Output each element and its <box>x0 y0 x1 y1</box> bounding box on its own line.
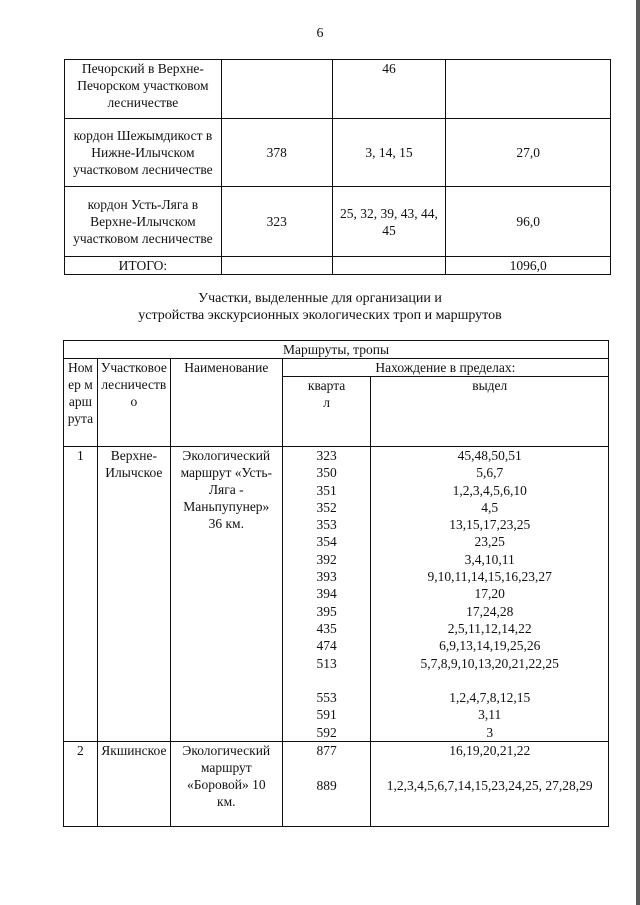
row-quarters: 46 <box>332 60 446 119</box>
quarter-value: 392 <box>316 551 337 567</box>
routes-table <box>63 340 609 827</box>
routes-title-row <box>64 341 609 359</box>
route-number: 1 <box>64 447 98 742</box>
quarter-value: 889 <box>316 777 337 793</box>
section-heading <box>0 290 640 324</box>
quarter-value: 395 <box>316 603 337 619</box>
quarter-value: 393 <box>316 569 337 585</box>
route-allotments <box>371 447 609 742</box>
allotment-value: 1,2,3,4,5,6,7,14,15,23,24,25, 27,28,29 <box>386 777 593 793</box>
quarter-value: 323 <box>316 448 337 463</box>
quarter-value: 353 <box>316 517 337 533</box>
allotment-value: 17,24,28 <box>466 603 514 619</box>
route-forestry: Якшинское <box>97 742 170 827</box>
quarter-value: 354 <box>316 534 337 550</box>
header-allotment: выдел <box>371 377 609 447</box>
allotment-value <box>373 672 606 689</box>
allotment-value: 13,15,17,23,25 <box>449 517 531 533</box>
route-allotments <box>371 742 609 827</box>
row-area <box>221 60 332 119</box>
route-forestry: Верхне-Илычское <box>97 447 170 742</box>
allotment-value: 23,25 <box>474 534 505 550</box>
header-quarter: квартал <box>282 377 371 447</box>
page-number: 6 <box>316 26 324 41</box>
allotment-value: 1,2,4,7,8,12,15 <box>449 690 531 706</box>
quarter-value: 592 <box>316 724 337 740</box>
heading-line-2: устройства экскурсионных экологических троп и маршрутов <box>138 308 502 323</box>
row-quarters: 25, 32, 39, 43, 44, 45 <box>332 187 446 257</box>
quarter-value <box>285 672 369 689</box>
allotment-value: 16,19,20,21,22 <box>449 743 531 759</box>
row-area: 323 <box>221 187 332 257</box>
route-number: 2 <box>64 742 98 827</box>
route-name: Экологический маршрут «Боровой» 10 км. <box>170 742 282 827</box>
row-name: Печорский в Верхне-Печорском участковом лесничестве <box>65 60 222 119</box>
allotment-value: 45,48,50,51 <box>457 448 522 463</box>
allotment-value: 5,6,7 <box>476 465 504 481</box>
header-name: Наименование <box>170 359 282 447</box>
route-row <box>64 742 609 827</box>
quarter-value: 591 <box>316 707 337 723</box>
row-hectares: 96,0 <box>446 187 611 257</box>
heading-line-1: Участки, выделенные для организации и <box>198 291 442 306</box>
quarter-value: 877 <box>316 743 337 759</box>
allotment-value: 2,5,11,12,14,22 <box>447 620 532 636</box>
allotment-value: 3,4,10,11 <box>464 551 515 567</box>
header-forestry: Участковое лесничество <box>97 359 170 447</box>
allotment-value: 1,2,3,4,5,6,10 <box>452 482 527 498</box>
row-hectares <box>446 60 611 119</box>
quarter-value <box>285 759 369 776</box>
row-hectares: 27,0 <box>446 119 611 187</box>
table-row <box>65 119 611 187</box>
scan-edge <box>636 0 640 905</box>
quarter-value: 435 <box>316 620 337 636</box>
total-row <box>65 257 611 275</box>
allotment-value: 5,7,8,9,10,13,20,21,22,25 <box>420 655 559 671</box>
table-row <box>65 187 611 257</box>
row-quarters: 3, 14, 15 <box>332 119 446 187</box>
table-row <box>65 60 611 119</box>
allotment-value: 3 <box>486 724 494 740</box>
quarter-value: 352 <box>316 499 337 515</box>
row-name: кордон Усть-Ляга в Верхне-Илычском участковом лесничестве <box>65 187 222 257</box>
quarter-value: 394 <box>316 586 337 602</box>
allotment-value: 3,11 <box>478 707 502 723</box>
quarter-value: 474 <box>316 638 337 654</box>
route-row <box>64 447 609 742</box>
route-name: Экологический маршрут «Усть-Ляга - Маньпупунер» 36 км. <box>170 447 282 742</box>
row-name: кордон Шежымдикост в Нижне-Илычском участковом лесничестве <box>65 119 222 187</box>
allotment-value: 9,10,11,14,15,16,23,27 <box>427 569 552 585</box>
header-number: Номер маршрута <box>64 359 98 447</box>
quarter-value: 350 <box>316 465 337 481</box>
allotment-value: 6,9,13,14,19,25,26 <box>439 638 541 654</box>
allotment-value: 17,20 <box>474 586 505 602</box>
routes-title: Маршруты, тропы <box>64 341 609 359</box>
allotment-value: 4,5 <box>481 499 499 515</box>
route-quarters <box>282 742 371 827</box>
quarter-value: 351 <box>316 482 337 498</box>
row-area: 378 <box>221 119 332 187</box>
allotment-value <box>373 759 606 776</box>
header-location: Нахождение в пределах: <box>282 359 608 377</box>
total-value: 1096,0 <box>446 257 611 275</box>
quarter-value: 553 <box>316 690 337 706</box>
total-label: ИТОГО: <box>65 257 222 275</box>
forestry-cordons-table <box>64 59 611 275</box>
route-quarters <box>282 447 371 742</box>
header-row <box>64 359 609 377</box>
quarter-value: 513 <box>316 655 337 671</box>
